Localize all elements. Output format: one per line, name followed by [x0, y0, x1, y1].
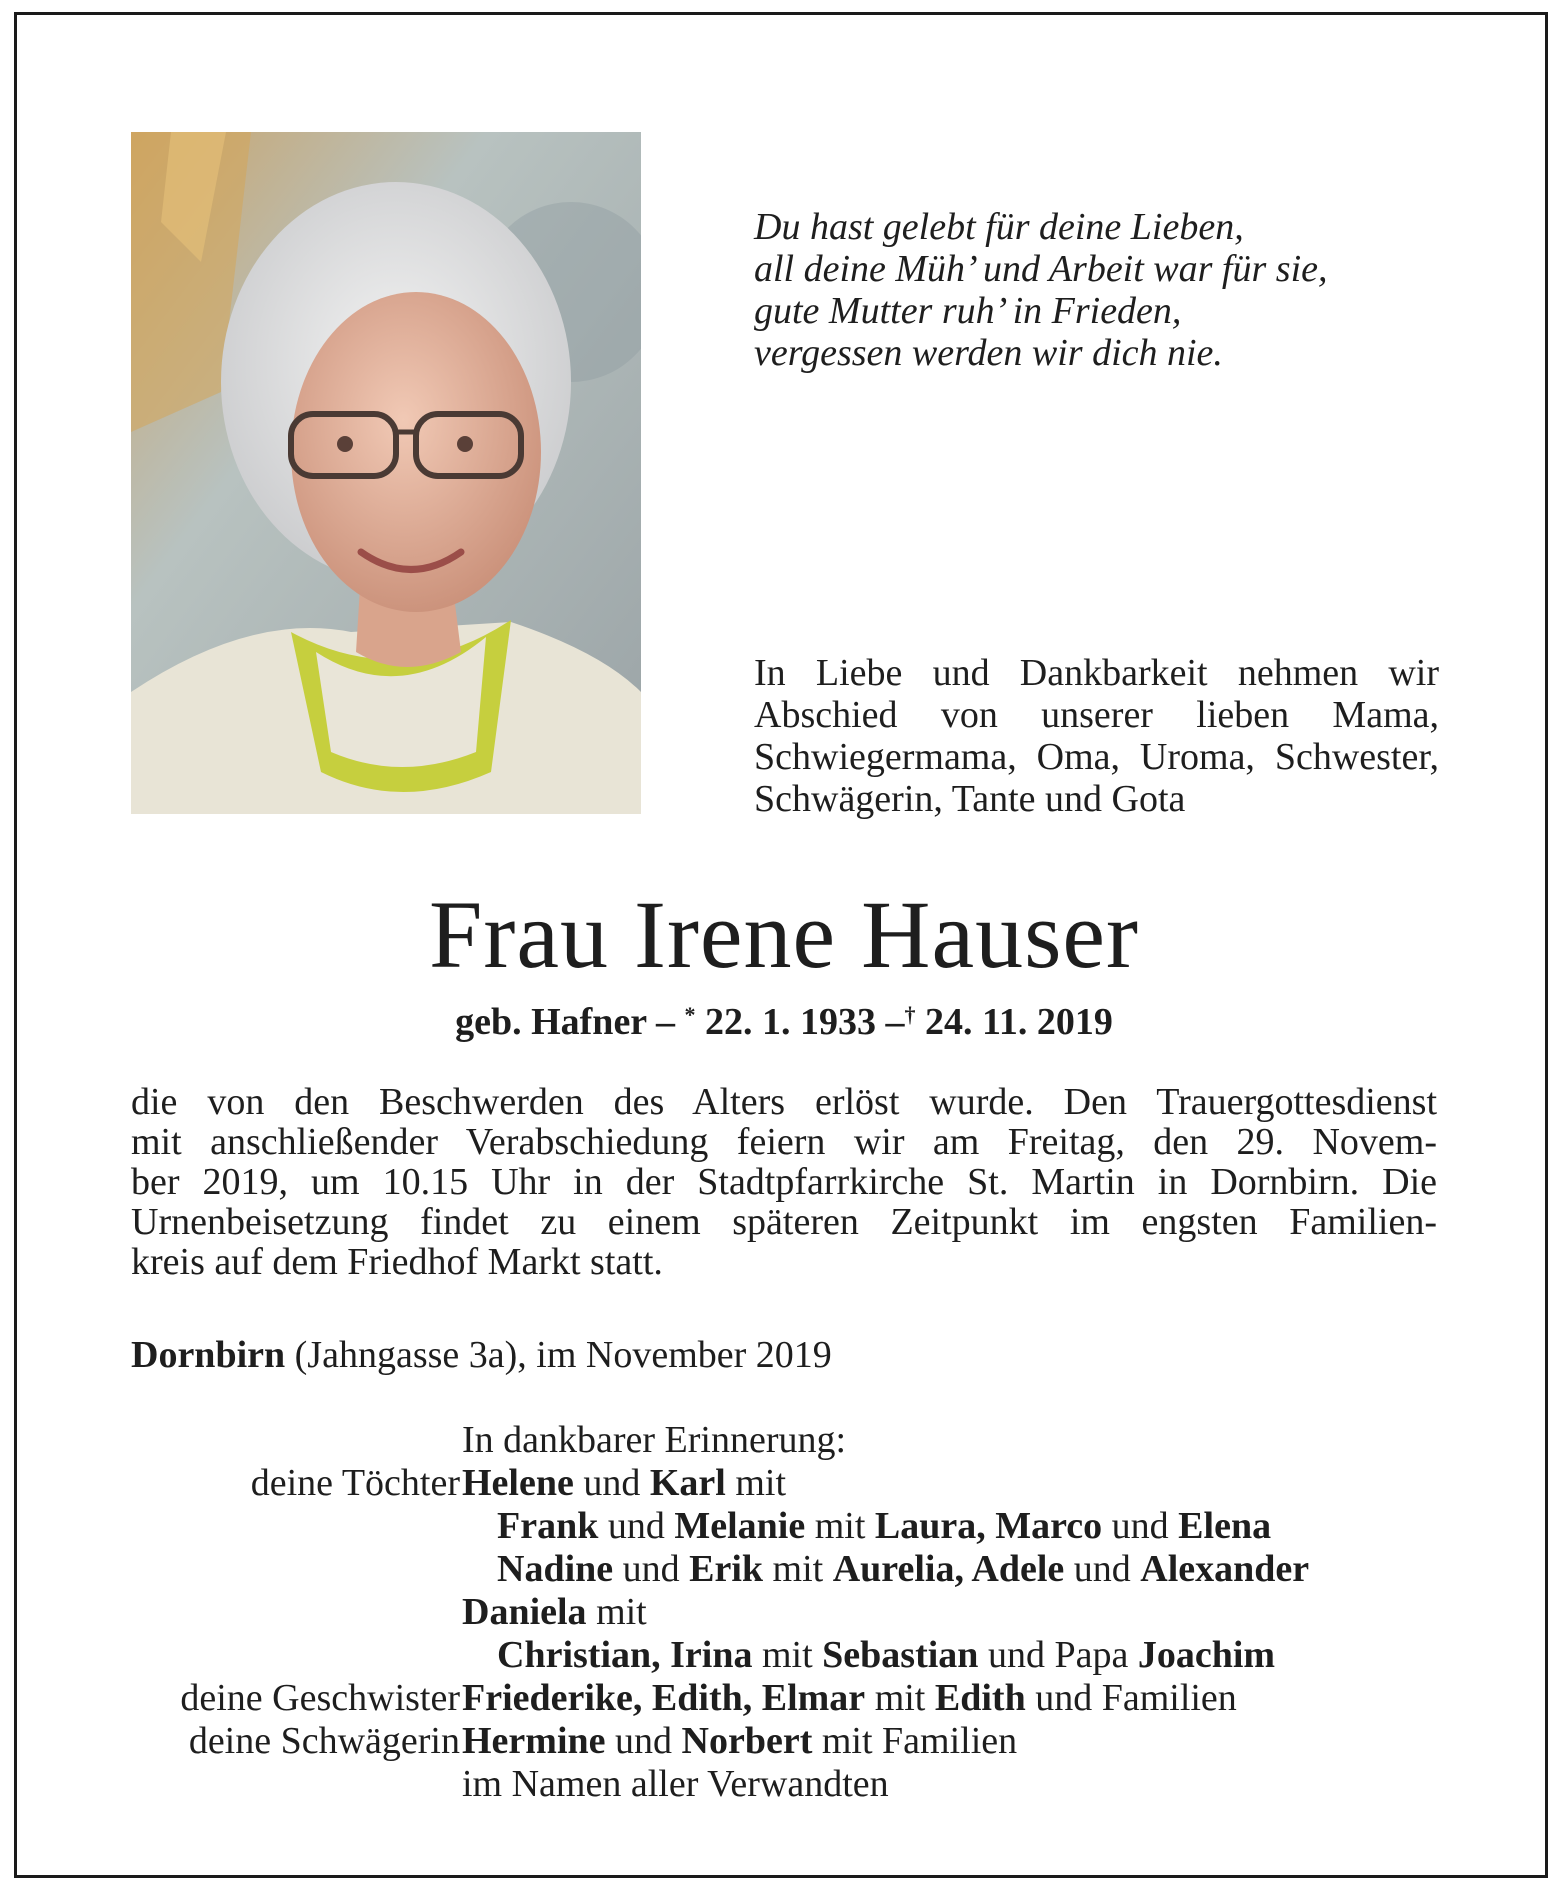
- relation-label: deine Töchter: [250, 1462, 460, 1504]
- paragraph-line: die von den Beschwerden des Alters erlöst wurde. Den Trauergottesdienst: [131, 1081, 1437, 1123]
- place-and-date: [131, 1333, 832, 1377]
- mourner-names: [462, 1720, 1017, 1763]
- portrait-photo: [131, 132, 641, 814]
- connector-text: mit Familien: [812, 1720, 1018, 1762]
- place-city: Dornbirn: [131, 1334, 286, 1376]
- paragraph-line: kreis auf dem Friedhof Markt statt.: [131, 1241, 663, 1283]
- signature-row: [0, 1763, 1568, 1806]
- mourner-name: Frank: [497, 1505, 599, 1547]
- death-date: 24. 11. 2019: [925, 1001, 1113, 1043]
- mourner-name: Alexander: [1140, 1548, 1310, 1590]
- connector-text: mit: [752, 1634, 823, 1676]
- mourner-name: Elena: [1178, 1505, 1272, 1547]
- mourner-name: Norbert: [681, 1720, 813, 1762]
- connector-text: mit: [805, 1505, 875, 1547]
- birth-date: 22. 1. 1933 –: [705, 1001, 905, 1043]
- birth-symbol: *: [684, 1002, 696, 1027]
- connector-text: und Papa: [978, 1634, 1138, 1676]
- mourner-names: [497, 1548, 1309, 1591]
- mourner-name: Erik: [689, 1548, 764, 1590]
- connector-text: und: [1064, 1548, 1141, 1590]
- connector-text: und: [605, 1720, 682, 1762]
- connector-text: im Namen aller Verwandten: [462, 1763, 889, 1805]
- mourner-name: Sebastian: [822, 1634, 979, 1676]
- mourner-name: Karl: [649, 1462, 726, 1504]
- intro-text: In Liebe und Dankbarkeit nehmen wir Abschied von unserer lieben Mama, Schwiegermama, Oma, Uroma, Schwester, Schwägerin, Tante und Gota: [754, 652, 1439, 820]
- connector-text: und: [1102, 1505, 1179, 1547]
- birth-name: geb. Hafner –: [455, 1001, 675, 1043]
- mourner-name: Laura, Marco: [874, 1505, 1103, 1547]
- connector-text: mit: [586, 1591, 647, 1633]
- signature-row: [0, 1505, 1568, 1548]
- signature-row: [0, 1548, 1568, 1591]
- deceased-name: Frau Irene Hauser: [429, 881, 1139, 988]
- mourner-name: Aurelia, Adele: [832, 1548, 1065, 1590]
- mourner-name: Daniela: [462, 1591, 587, 1633]
- mourner-names: [462, 1763, 889, 1806]
- connector-text: und: [573, 1462, 650, 1504]
- connector-text: und: [598, 1505, 675, 1547]
- poem-line: vergessen werden wir dich nie.: [754, 332, 1223, 374]
- mourner-name: Friederike, Edith, Elmar: [462, 1677, 866, 1719]
- signature-row: [0, 1720, 1568, 1763]
- signature-row: [0, 1677, 1568, 1720]
- service-paragraph: [131, 1082, 1437, 1282]
- signature-row: [0, 1462, 1568, 1505]
- mourner-names: [462, 1462, 786, 1505]
- place-rest: (Jahngasse 3a), im November 2019: [285, 1334, 832, 1376]
- death-symbol: †: [904, 1002, 916, 1027]
- mourner-names: [462, 1591, 647, 1634]
- paragraph-line: Urnenbeisetzung findet zu einem späteren Zeitpunkt im engsten Familien-: [131, 1201, 1437, 1243]
- birth-death-dates: [0, 1000, 1568, 1044]
- connector-text: und: [613, 1548, 690, 1590]
- paragraph-line: mit anschließender Verabschiedung feiern wir am Freitag, den 29. Novem-: [131, 1121, 1437, 1163]
- mourner-name: Edith: [934, 1677, 1026, 1719]
- signature-block: [0, 1419, 1568, 1806]
- mourner-names: [462, 1677, 1237, 1720]
- relation-label: deine Schwägerin: [188, 1720, 460, 1762]
- mourner-name: Melanie: [674, 1505, 806, 1547]
- mourner-name: Hermine: [462, 1720, 606, 1762]
- signature-heading: In dankbarer Erinnerung:: [462, 1419, 847, 1461]
- connector-text: mit: [763, 1548, 833, 1590]
- signature-row: [0, 1634, 1568, 1677]
- paragraph-line: ber 2019, um 10.15 Uhr in der Stadtpfarrkirche St. Martin in Dornbirn. Die: [131, 1161, 1437, 1203]
- connector-text: mit: [865, 1677, 935, 1719]
- mourner-name: Christian, Irina: [497, 1634, 753, 1676]
- mourner-names: [497, 1634, 1275, 1677]
- signature-row: [0, 1591, 1568, 1634]
- connector-text: mit: [725, 1462, 787, 1504]
- poem-line: Du hast gelebt für deine Lieben,: [754, 206, 1244, 248]
- poem-line: gute Mutter ruh’ in Frieden,: [754, 290, 1182, 332]
- relation-label: deine Geschwister: [180, 1677, 460, 1719]
- mourner-name: Joachim: [1137, 1634, 1276, 1676]
- connector-text: und Familien: [1025, 1677, 1237, 1719]
- poem: [754, 206, 1328, 374]
- mourner-name: Nadine: [497, 1548, 614, 1590]
- mourner-names: [497, 1505, 1271, 1548]
- mourner-name: Helene: [462, 1462, 574, 1504]
- poem-line: all deine Müh’ und Arbeit war für sie,: [754, 248, 1328, 290]
